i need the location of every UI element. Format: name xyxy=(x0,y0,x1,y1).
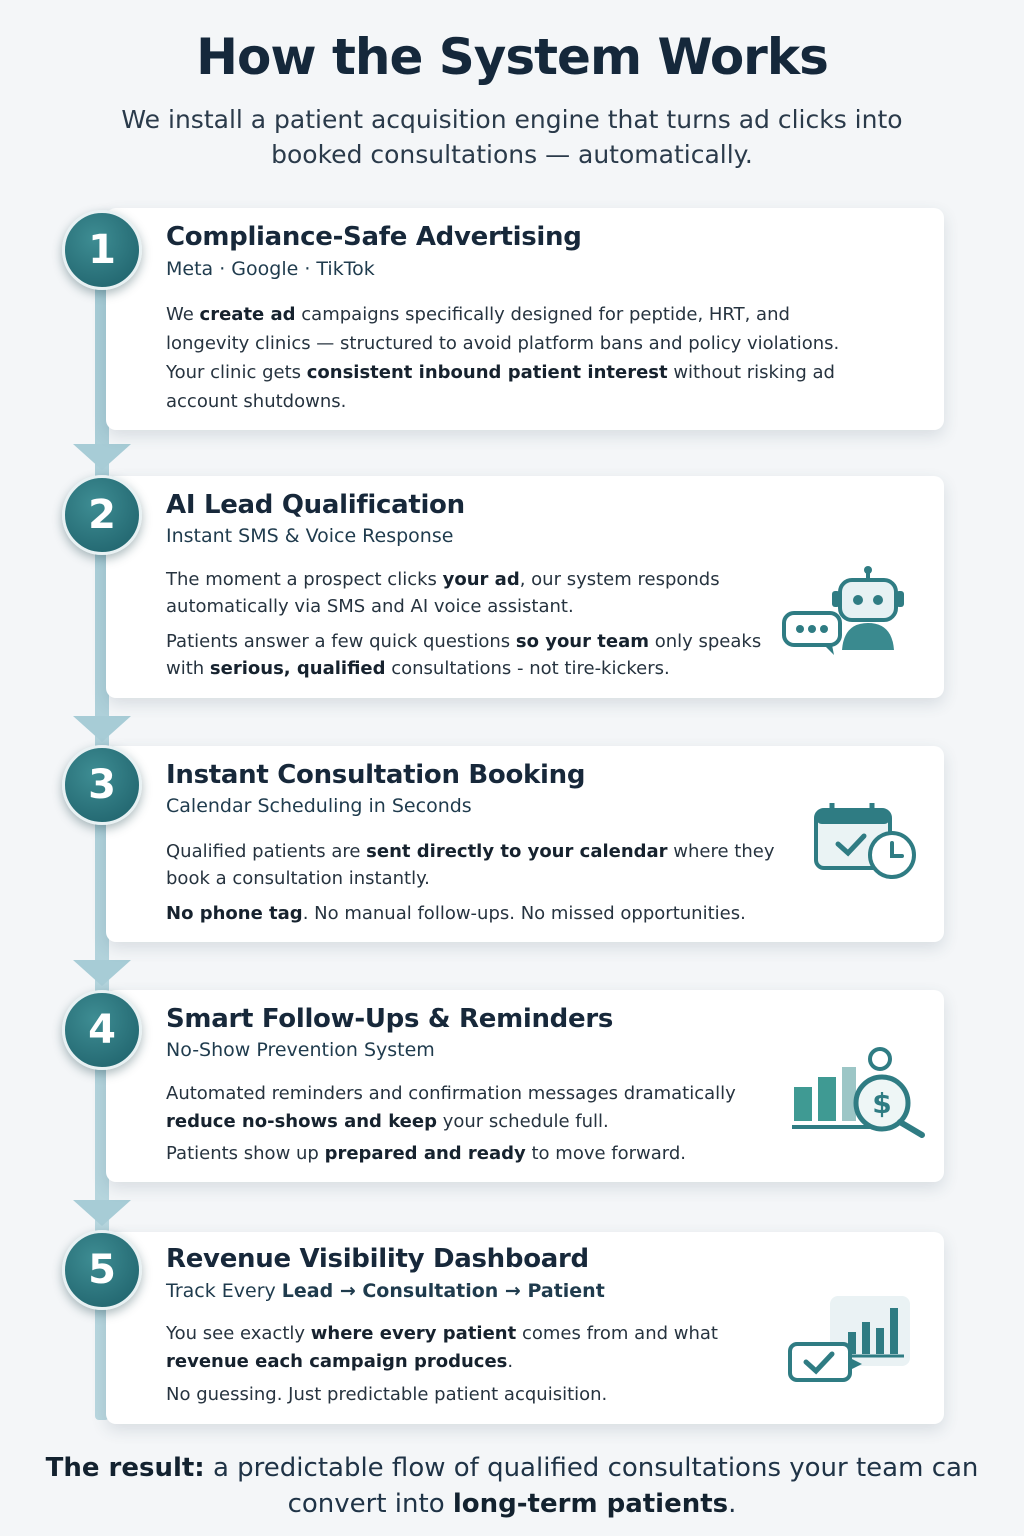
page-title: How the System Works xyxy=(196,28,828,86)
step-number-badge: 3 xyxy=(62,745,142,825)
step-description: No phone tag. No manual follow-ups. No missed opportunities. xyxy=(166,903,746,924)
step-title: Revenue Visibility Dashboard xyxy=(166,1244,589,1274)
step-description: Qualified patients are sent directly to your calendar where they book a consultation instantly. xyxy=(166,841,775,889)
step-description: We create ad campaigns specifically designed for peptide, HRT, and longevity clinics — structured to avoid platform bans and policy violations. Your clinic gets consistent inbound patient interest without risking ad account shutdowns. xyxy=(166,304,840,412)
step-number-badge: 5 xyxy=(62,1230,142,1310)
step-number-badge: 1 xyxy=(62,210,142,290)
step-subtitle: Track Every Lead → Consultation → Patient xyxy=(166,1280,605,1302)
step-description: Patients show up prepared and ready to move forward. xyxy=(166,1143,687,1164)
step-title: Smart Follow-Ups & Reminders xyxy=(166,1004,614,1034)
page-subtitle: We install a patient acquisition engine that turns ad clicks into booked consultations — automatically. xyxy=(121,105,903,169)
robot-chat-icon xyxy=(780,565,915,660)
step-description: The moment a prospect clicks your ad, our system responds automatically via SMS and AI voice assistant. xyxy=(166,569,720,617)
step-description: You see exactly where every patient comes from and what revenue each campaign produces. xyxy=(166,1323,718,1372)
step-number-badge: 2 xyxy=(62,475,142,555)
step-description: Patients answer a few quick questions so your team only speaks with serious, qualified consultations - not tire-kickers. xyxy=(166,631,762,679)
timeline-arrow xyxy=(73,444,131,470)
step-title: Compliance-Safe Advertising xyxy=(166,222,582,252)
result-statement: The result: a predictable flow of qualified consultations your team can convert into long-term patients. xyxy=(45,1453,979,1519)
timeline-arrow xyxy=(73,1200,131,1226)
dashboard-check-icon xyxy=(786,1292,916,1387)
svg-text:$: $ xyxy=(872,1087,892,1120)
step-title: Instant Consultation Booking xyxy=(166,760,586,790)
step-title: AI Lead Qualification xyxy=(166,490,465,520)
step-description: Automated reminders and confirmation messages dramatically reduce no-shows and keep your schedule full. xyxy=(166,1083,736,1132)
calendar-clock-icon xyxy=(812,800,922,882)
step-subtitle: Calendar Scheduling in Seconds xyxy=(166,795,472,817)
timeline-arrow xyxy=(73,960,131,986)
timeline-arrow xyxy=(73,716,131,742)
step-number-badge: 4 xyxy=(62,990,142,1070)
step-subtitle: No-Show Prevention System xyxy=(166,1039,435,1061)
step-description: No guessing. Just predictable patient acquisition. xyxy=(166,1384,608,1405)
step-subtitle: Instant SMS & Voice Response xyxy=(166,525,454,547)
chart-dollar-search-icon xyxy=(790,1045,930,1140)
step-subtitle: Meta · Google · TikTok xyxy=(166,258,375,280)
